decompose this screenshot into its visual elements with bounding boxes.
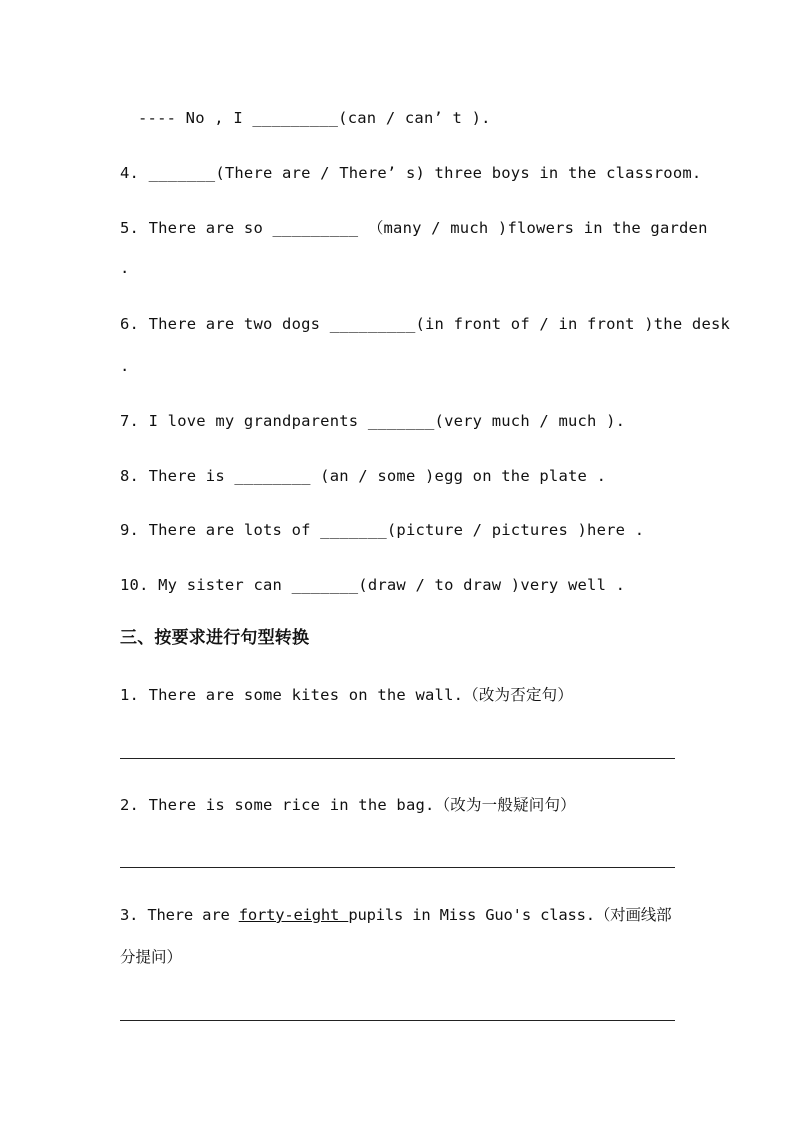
question-3-note: （对画线部 [594, 906, 672, 924]
question-3 [120, 905, 680, 925]
item-3-answer-line: ---- No , I _________(can / can’ t ). [138, 109, 491, 127]
question-3-rest: pupils in Miss Guo's class. [348, 906, 595, 924]
item-5-tail: . [120, 259, 130, 277]
question-3-note-continued: 分提问） [120, 948, 183, 966]
item-6-tail: . [120, 357, 130, 375]
question-1 [120, 685, 680, 705]
item-9: 9. There are lots of _______(picture / pictures )here . [120, 521, 645, 539]
item-6: 6. There are two dogs _________(in front of / in front )the desk [120, 315, 731, 333]
question-3-underlined: forty-eight [238, 906, 349, 924]
question-3-prefix: 3. There are [120, 906, 239, 924]
question-2 [120, 795, 680, 815]
section-3-heading: 三、按要求进行句型转换 [120, 628, 310, 648]
item-7: 7. I love my grandparents _______(very much / much ). [120, 412, 626, 430]
item-10: 10. My sister can _______(draw / to draw )very well . [120, 576, 626, 594]
answer-line-2[interactable] [120, 867, 675, 868]
item-8: 8. There is ________ (an / some )egg on the plate . [120, 467, 607, 485]
answer-line-1[interactable] [120, 758, 675, 759]
question-1-note: （改为否定句） [463, 686, 574, 704]
item-5: 5. There are so _________ （many / much )flowers in the garden [120, 219, 708, 237]
answer-line-3[interactable] [120, 1020, 675, 1021]
item-4: 4. _______(There are / There’ s) three boys in the classroom. [120, 164, 702, 182]
question-1-text: 1. There are some kites on the wall. [120, 686, 464, 704]
question-2-note: （改为一般疑问句） [434, 796, 576, 814]
question-2-text: 2. There is some rice in the bag. [120, 796, 435, 814]
